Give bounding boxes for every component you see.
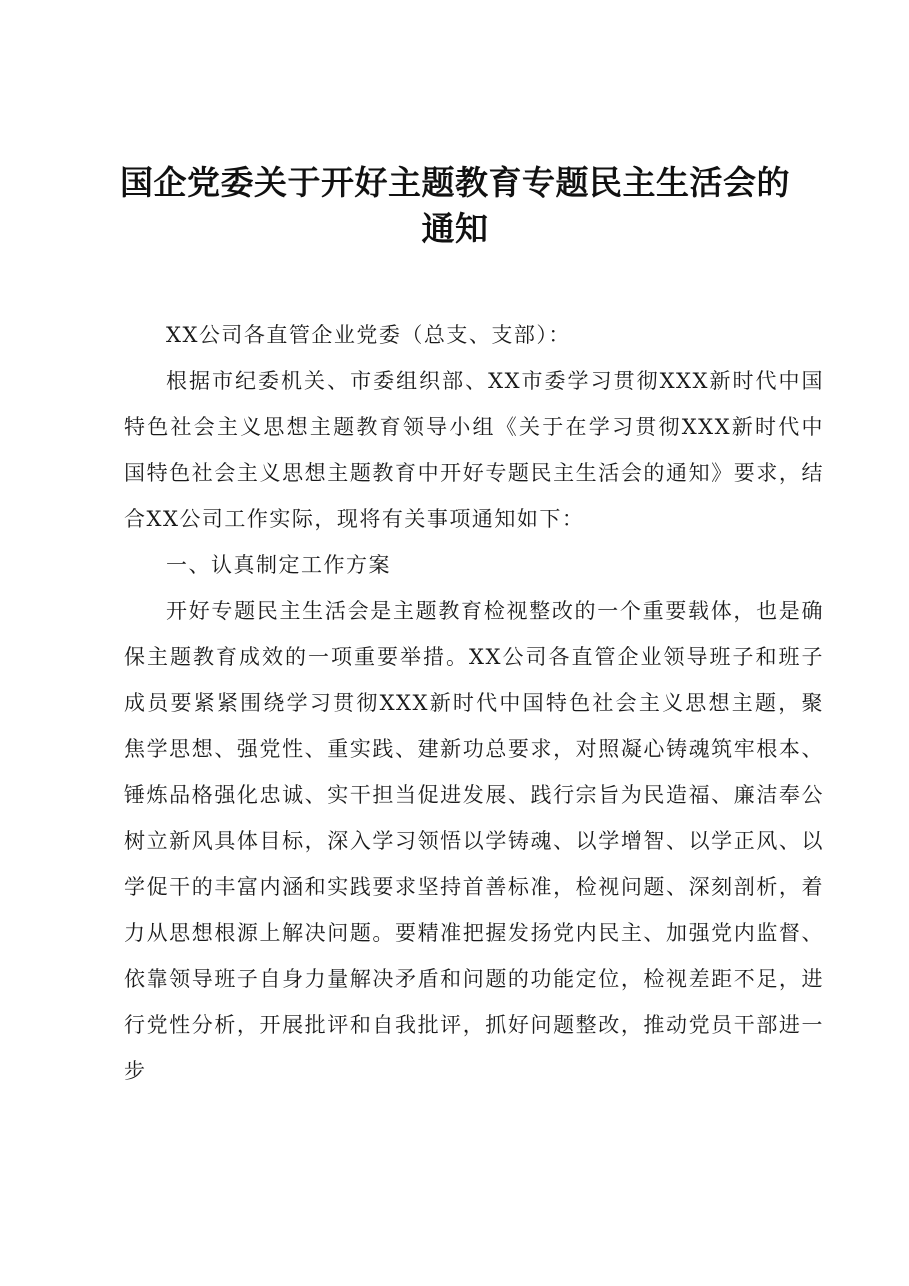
intro-paragraph: 根据市纪委机关、市委组织部、XX市委学习贯彻XXX新时代中国特色社会主义思想主题教育领导小组《关于在学习贯彻XXX新时代中国特色社会主义思想主题教育中开好专题民主生活会的通知》要求，结合XX公司工作实际，现将有关事项通知如下： <box>124 369 824 531</box>
document-body <box>124 312 824 1094</box>
salutation: XX公司各直管企业党委（总支、支部）： <box>166 323 571 347</box>
document-title: 国企党委关于开好主题教育专题民主生活会的通知 <box>120 163 790 248</box>
section-paragraph: 开好专题民主生活会是主题教育检视整改的一个重要载体，也是确保主题教育成效的一项重要举措。XX公司各直管企业领导班子和班子成员要紧紧围绕学习贯彻XXX新时代中国特色社会主义思想主题，聚焦学思想、强党性、重实践、建新功总要求，对照凝心铸魂筑牢根本、锤炼品格强化忠诚、实干担当促进发展、践行宗旨为民造福、廉洁奉公树立新风具体目标，深入学习领悟以学铸魂、以学增智、以学正风、以学促干的丰富内涵和实践要求坚持首善标准，检视问题、深刻剖析，着力从思想根源上解决问题。要精准把握发扬党内民主、加强党内监督、依靠领导班子自身力量解决矛盾和问题的功能定位，检视差距不足，进行党性分析，开展批评和自我批评，抓好问题整改，推动党员干部进一步 <box>124 599 824 1083</box>
section-heading: 一、认真制定工作方案 <box>166 553 391 577</box>
